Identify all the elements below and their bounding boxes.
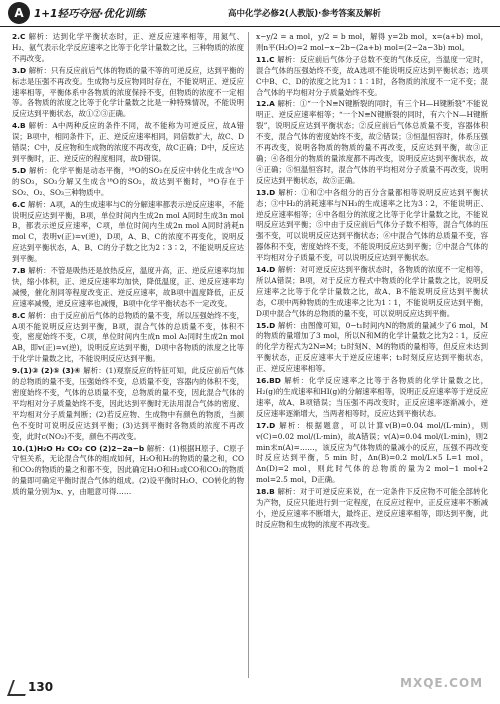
question-number: 14.	[256, 265, 270, 275]
question-number: 17.	[256, 420, 270, 430]
answer-key: C	[19, 199, 28, 209]
explanation-text: 解析：对可逆反应达到平衡状态时，各物质的浓度不一定相等，所以A错误；B项，对于反应方程式中物质的化学计量数之比，说明反应速率之比等于化学计量数之比，故A、B不能说明反应达到平衡状态，C项中两种物质的生成速率之比为1∶1，不能说明反应达到平衡，D项中混合气体的总物质的量不变，可以说明反应达到平衡。	[256, 265, 488, 318]
explanation-text: 解析：达到化学平衡状态时，正、逆反应速率相等，用氮气、H₂、氨气表示化学反应速率之比等于化学计量数之比，三种物质的浓度不再改变。	[12, 32, 244, 63]
brand-title: 1+1轻巧夺冠·优化训练	[34, 8, 146, 20]
answer-item	[256, 376, 488, 420]
brand-logo-icon: A	[8, 2, 30, 24]
answer-item	[256, 321, 488, 376]
explanation-text: 解析：化学反应速率之比等于各物质的化学计量数之比，H₂(g)的生成速率和HI(g)的分解速率相等，说明正反应速率等于逆反应速率，故A、B项错误；当压强不再改变时，正反应速率逐渐减小，逆反应速率逐渐增大，当两者相等时，反应达到平衡状态。	[256, 376, 488, 418]
answer-key: D	[19, 65, 29, 75]
answer-key: (1)③ (2)⑤ (3)④	[19, 366, 84, 376]
explanation-text: 解析：由于反应前后气体的总物质的量不变，所以压强始终不变，A项不能说明反应达到平衡，B项，混合气体的总质量不变，体积不变，密度始终不变，C项，单位时间内生成n mol A₂同时生成2n mol AB，即v(正)=v(逆)，说明反应达到平衡，D项中各物质的浓度之比等于化学计量数之比，不能说明反应达到平衡。	[12, 310, 244, 364]
watermark: MXQE.COM	[400, 676, 484, 690]
explanation-text: 解析：化学平衡是动态平衡，¹⁸O的SO₂在反应中转化生成含¹⁸O的SO₃，SO₃分解又生成含¹⁸O的SO₂，故达到平衡时，¹⁸O存在于SO₂、O₂、SO₃三种物质中。	[12, 165, 244, 197]
answer-key: C	[19, 310, 29, 320]
answer-key: B	[269, 487, 278, 497]
explanation-text: 解析：反应前后气体分子总数不变的气体反应，当温度一定时，混合气体的压强始终不变，故A选项不能说明反应达到平衡状态；选项C中B、C、D的浓度之比为1∶1∶1时，各物质的浓度不一定不变；混合气体的平均相对分子质量始终不变。	[256, 54, 488, 97]
answer-item	[12, 66, 244, 121]
answer-item	[256, 265, 488, 320]
explanation-text: 解析：A中两种反应的条件不同，故不能称为可逆反应，故A错误；B项中，相同条件下，正、逆反应速率相同，同倍数扩大，故C、D错误；C中，反应物和生成物的浓度不再改变，故C正确；D中，反应达到平衡时，正、逆反应的程度相同，故D错误。	[12, 121, 244, 163]
explanation-text: 解析：不管是吸热还是放热反应，温度升高，正、逆反应速率均加快，缩小体积，正、逆反应速率均加快，降低温度，正、逆反应速率均减慢，催化剂同等程度改变正、逆反应速率，故B项中温度降低，正反应速率减慢，逆反应速率也减慢，B项中化学平衡状态不一定改变。	[12, 266, 244, 308]
question-number: 5.	[12, 165, 20, 175]
question-number: 7.	[12, 266, 20, 276]
question-number: 2.	[12, 32, 20, 41]
answer-item	[256, 188, 488, 264]
answer-key: C	[269, 54, 278, 64]
question-number: 11.	[256, 54, 270, 64]
answer-key: D	[269, 187, 279, 197]
page-number: 130	[28, 680, 54, 694]
answer-key: C	[19, 32, 29, 41]
explanation-text: 解析：①和②中各组分的百分含量都相等说明反应达到平衡状态；③中H₂的消耗速率与NH₃的生成速率之比为3∶2，不能说明正、逆反应速率相等；④中各组分的浓度之比等于化学计量数之比，不能说明反应达到平衡；⑤中由于反应前后气体分子数不相等，混合气体的压强不变，可以说明反应达到平衡状态；⑥中混合气体的总质量不变，容器体积不变，密度始终不变，不能说明反应达到平衡；⑦中混合气体的平均相对分子质量不变，可以说明反应达到平衡状态。	[256, 187, 488, 263]
answer-key: A	[269, 99, 278, 109]
answer-item	[256, 99, 488, 186]
question-number: 12.	[256, 99, 270, 109]
question-number: 6.	[12, 199, 20, 209]
explanation-text: 解析：(1)观察反应的特征可知，此反应前后气体的总物质的量不变，压强始终不变，总质量不变，容器内的体积不变，密度始终不变，气体的总质量不变，总物质的量不变，因此混合气体的平均相对分子质量始终不变，因此达到平衡时无法用混合气体的密度、平均相对分子质量判断；(2)若反应物、生成物中有颜色的物质，当颜色不变时可说明反应达到平衡；(3)达到平衡时各物质的浓度不再改变，此时c(NO₂)不变，颜色不再改变。	[12, 366, 244, 441]
explanation-text: 解析：对于可逆反应来说，在一定条件下反应物不可能全部转化为产物，反应只能进行到一定程度，在反应过程中，正反应速率不断减小，逆反应速率不断增大，最终正、逆反应速率相等，即达到平衡，此时反应物和生成物的浓度不再改变。	[256, 487, 488, 529]
question-number: 8.	[12, 310, 20, 320]
book-subtitle: 高中化学必修2(人教版)·参考答案及解析	[228, 9, 381, 19]
answer-key: B	[19, 121, 29, 131]
question-number: 15.	[256, 320, 270, 330]
question-number: 9.	[12, 366, 20, 376]
explanation-text: 解析：A项，A的生成速率与C的分解速率都表示逆反应速率，不能说明反应达到平衡，B项，单位时间内生成2n mol A同时生成3n mol B，都表示逆反应速率，C项，单位时间内生成2n mol A同时消耗n mol C，表明v(正)=v(逆)，D项，A、B、C的浓度不再变化，说明反应达到平衡状态，A、B、C的分子数之比为2∶3∶2，不能说明反应达到平衡。	[12, 199, 244, 264]
question-number: 16.	[256, 376, 270, 386]
answer-key: B	[19, 266, 29, 276]
answer-item	[12, 166, 244, 199]
explanation-text: 解析：(1)根据H原子、C原子守恒关系，无论混合气体的组成如何，H₂O和H₂的物质的量之和，CO和CO₂的物质的量之和都不变，因此确定H₂O和H₂或CO和CO₂的物质的量即可确定平衡时混合气体的组成。(2)设平衡时H₂O、CO转化的物质的量分别为x、y，由题意可得……	[12, 443, 244, 497]
answer-item	[12, 32, 244, 65]
explanation-text: 解析：①“一个N≡N键断裂的同时，有三个H—H键断裂”不能说明正、逆反应速率相等；“一个N≡N键断裂的同时，有六个N—H键断裂”，说明反应达到平衡状态；②反应前后气体总质量不变，容器体积不变，混合气体的密度始终不变，故②错误；③恒温恒容时，体系压强不再改变，说明各物质的物质的量不再改变，反应达到平衡，故③正确；④各组分的物质的量浓度都不再改变，说明反应达到平衡状态，故④正确；⑤恒温恒容时，混合气体的平均相对分子质量不再改变，说明反应达到平衡状态，故⑤正确。	[256, 99, 488, 185]
answer-key: (1)H₂O H₂ CO₂ CO (2)2−2a−b	[25, 443, 147, 453]
explanation-text: 解析：根据题意，可以计算v(B)=0.04 mol/(L·min)，则v(C)=0.02 mol/(L·min)，故A错误；v(A)=0.04 mol/(L·min)，则2 min末n(A)=……，该反应为气体物质的量减小的反应，压强不再改变时反应达到平衡，5 min 时，Δn(B)=0.2 mol/L×5 L=1 mol，Δn(D)=2 mol，则此时气体的总物质的量为2 mol−1 mol+2 mol=2.5 mol，D正确。	[256, 420, 488, 485]
answer-item	[256, 421, 488, 486]
answer-item	[12, 444, 244, 499]
page-header	[0, 0, 500, 27]
explanation-text: 解析：只有反应前后气体的物质的量不等的可逆反应，达到平衡的标志是压强不再改变。生成物与反应物同时存在，不能说明正、逆反应速率相等，平衡体系中各物质的浓度保持不变，但物质的浓度不一定相等。各物质的浓度之比等于化学计量数之比是一种特殊情况，不能说明反应达到平衡状态，故①②③正确。	[12, 65, 244, 119]
answer-item	[12, 311, 244, 366]
answer-key: D	[19, 165, 29, 175]
question-number: 10.	[12, 443, 26, 453]
explanation-text: x−y/2 = a mol，y/2 = b mol，解得 y=2b mol，x=(a+b) mol，则n平(H₂O)=2 mol−x−2b−(2a+b) mol=(2−2a−3b) mol。	[256, 32, 488, 52]
column-divider	[248, 32, 249, 678]
answer-key: D	[269, 320, 278, 330]
answer-item	[12, 366, 244, 442]
answer-item	[256, 487, 488, 531]
question-number: 3.	[12, 65, 20, 75]
question-number: 18.	[256, 487, 270, 497]
answer-item	[12, 266, 244, 310]
right-column	[256, 32, 488, 680]
explanation-text: 解析：由图像可知，0−t₁时间内N的物质的量减少了6 mol，M的物质的量增加了3 mol，所以N和M的化学计量数之比为2∶1，反应的化学方程式为2N⇌M；t₂时刻N、M的物质的量相等，但反应未达到平衡状态，正反应速率大于逆反应速率；t₃时刻反应达到平衡状态，正、逆反应速率相等。	[256, 320, 488, 374]
question-number: 13.	[256, 187, 270, 197]
answer-item	[256, 32, 488, 54]
answer-item	[256, 55, 488, 99]
answer-item	[12, 200, 244, 265]
answer-key: BD	[269, 376, 285, 386]
answer-item	[12, 121, 244, 165]
answer-key: D	[269, 420, 280, 430]
answer-key: D	[269, 265, 278, 275]
left-column	[12, 32, 244, 680]
question-number: 4.	[12, 121, 20, 131]
